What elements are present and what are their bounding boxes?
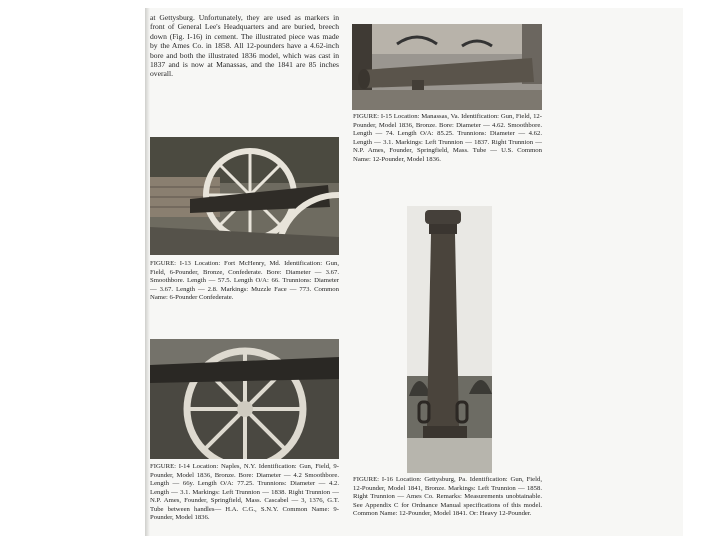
- photo-figure-i-13: [150, 137, 339, 255]
- caption-i-14-text: FIGURE: I-14 Location: Naples, N.Y. Identification: Gun, Field, 9-Pounder, Model 1836, Bronze. Bore: Diameter — 4.2 Smoothbore. Length — 66y. Length O/A: 77.25. Trunnions: Diameter — 4.2. Length — 3.1. Markings: Left Trunnion — 1838. Right Trunnion — N.P. Ames, Founder, Springfield, Mass. Cascabel — 3, 1376, G.T. Tube between handles— H.A. C.G., S.N.Y. Common Name: 9-Pounder, Model 1836.: [150, 463, 339, 521]
- intro-paragraph: [150, 13, 339, 79]
- photo-figure-i-16: [407, 206, 492, 473]
- intro-text: at Gettysburg. Unfortunately, they are used as markers in front of General Lee's Headquarters and are buried, breech down (Fig. I-16) in cement. The illustrated piece was made by the Ames Co. in 1858. All 12-pounders have a 4.62-inch bore and both the illustrated 1836 model, which was cast in 1837 and is now at Manassas, and the 1841 are 85 inches overall.: [150, 13, 339, 79]
- caption-i-16-text: FIGURE: I-16 Location: Gettysburg, Pa. Identification: Gun, Field, 12-Pounder, Model 1841, Bronze. Markings: Left Trunnion — 1858. Right Trunnion — Ames Co. Remarks: Measurements unobtainable. See Appendix C for Ordnance Manual specifications of this model. Common Name: 12-Pounder, Model 1841. Or: Heavy 12-Pounder.: [353, 476, 542, 517]
- caption-figure-i-14: [150, 463, 339, 523]
- caption-figure-i-15: [353, 113, 542, 164]
- caption-figure-i-16: [353, 476, 542, 519]
- photo-figure-i-14: [150, 339, 339, 459]
- caption-i-13-text: FIGURE: I-13 Location: Fort McHenry, Md. Identification: Gun, Field, 6-Pounder, Bronze, Confederate. Bore: Diameter — 3.67. Smoothbore. Length — 57.5. Length O/A: 66. Trunnions: Diameter — 3.67. Length — 2.8. Markings: Muzzle Face — 773. Common Name: 6-Pounder Confederate.: [150, 260, 339, 301]
- photo-figure-i-15: [352, 24, 542, 110]
- caption-i-15-text: FIGURE: I-15 Location: Manassas, Va. Identification: Gun, Field, 12-Pounder, Model 1836, Bronze. Bore: Diameter — 4.62. Smoothbore. Length — 74. Length O/A: 85.25. Trunnions: Diameter — 4.62. Length — 3.1. Markings: Left Trunnion — 1837. Right Trunnion — N.P. Ames, Founder, Springfield, Mass. Tube — U.S. Common Name: 12-Pounder, Model 1836.: [353, 113, 542, 163]
- caption-figure-i-13: [150, 260, 339, 303]
